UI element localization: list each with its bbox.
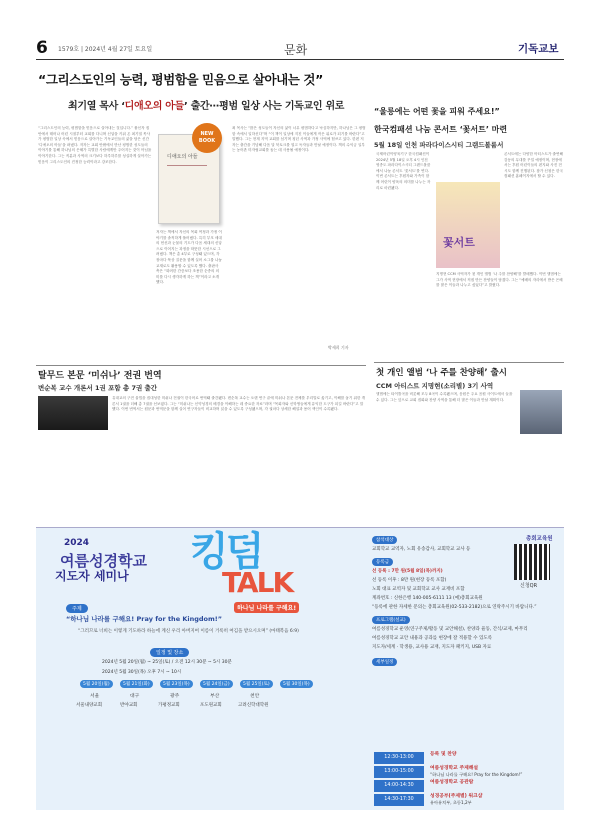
city-name: 부산 <box>210 694 220 699</box>
date-chip: 5월 25일(토) <box>240 680 273 688</box>
target-label: 참석대상 <box>372 536 397 544</box>
schedule-row <box>374 794 560 806</box>
newspaper-brand: 기독교보 <box>518 43 559 55</box>
schedule-row <box>374 752 560 764</box>
subhead-post: ’ 출간⋯평범 일상 사는 기독교인 위로 <box>184 101 345 112</box>
new-book-badge: NEW BOOK <box>192 123 222 153</box>
mishnah-column: 유대교의 구전 율법을 집대성한 미쉬나 전권이 한국어로 번역돼 출간됐다. 변순복 교수는 오랜 연구 끝에 미쉬나 본문 전체를 우리말로 옮기고, 이해를 돕기 위한 개론서 1권을 더해 총 7권을 선보였다. 그는 “미쉬나는 신약성경의 배경을 이해하는 데 중요한 자료”라며 “목회자와 신학생들에게 유익한 도구가 되길 바란다”고 말했다. 이번 번역서는 원문과 번역문을 함께 실어 연구자들이 비교하며 읽을 수 있도록 구성됐으며, 각 권마다 상세한 해설과 용어 색인이 수록됐다. <box>112 396 366 412</box>
schedule-row <box>374 766 560 778</box>
program-3: 지도자/세계 · 학생용, 교사용 교재, 지도자 패키지, USB 자료 <box>372 645 492 650</box>
book-cover-title: 디애오의 아들 <box>167 154 198 160</box>
city-name: 서울 <box>90 694 100 699</box>
program-2: 여름성경학교 교안 내용과 공과를 현장에 잘 적용할 수 있도록 <box>372 636 493 641</box>
section-title: 문화 <box>284 43 308 57</box>
dates-line-2: 2024년 5월 30일(목) 오후 7시 ~ 10시 <box>102 670 182 675</box>
venue-row <box>66 702 316 710</box>
book-set-photo <box>38 396 108 430</box>
schedule-name: 등록 및 찬양 <box>430 752 457 757</box>
page-number: 6 <box>36 38 48 58</box>
article-column-1b: 저자는 책에서 자신의 목회 여정과 가정 이야기를 솔직하게 풀어냈다. 특히 부모 세대의 헌신과 눈물의 기도가 다음 세대의 신앙으로 이어지는 과정을 따뜻한 시선으로 그려냈다. 책은 총 4부로 구성돼 있으며, 각 장마다 묵상 질문을 함께 실어 소그룹 나눔 교재로도 활용할 수 있도록 했다. 출판사 측은 “화려한 간증보다 조용한 순종의 의미를 다시 생각하게 하는 책”이라고 소개했다. <box>156 230 222 285</box>
main-headline: “그리스도인의 능력, 평범함을 믿음으로 살아내는 것” <box>38 72 323 87</box>
right-column-b2: 지명현 CCM 사역자가 첫 개인 앨범 ‘나 주를 찬양해’를 발매했다. 이번 앨범에는 그가 사역 현장에서 직접 만든 찬양들이 담겼다. 그는 “예배의 자리에서 받은 은혜를 많은 이들과 나누고 싶었다”고 밝혔다. <box>436 272 563 288</box>
right-subhead: 5월 18일 인천 파라다이스시티 그랜드볼룸서 <box>374 141 504 149</box>
schedule-name: 성경공부(주제별) 워크샵 <box>430 794 483 799</box>
city-name: 대구 <box>130 694 140 699</box>
ad-title-2: 지도자 세미나 <box>55 569 129 583</box>
left-divider <box>36 365 366 366</box>
theme-description: “그러므로 너희는 이렇게 기도하라 하늘에 계신 우리 아버지여 이름이 거룩히 여김을 받으시오며” (마태복음 6:9) <box>78 629 299 634</box>
city-row <box>66 692 316 700</box>
city-name: 광주 <box>170 694 180 699</box>
date-row <box>66 680 316 690</box>
schedule-row <box>374 780 560 792</box>
qr-code[interactable] <box>514 544 550 580</box>
schedule-desc: 유아유치부, 초등1,2부 <box>430 800 472 805</box>
right-column-a: 국제어린이양육기구 한국컴패션이 2024년 5월 18일 오후 4시 인천 영종도 파라다이스시티 그랜드볼룸에서 나눔 콘서트 ‘꽃서트’를 연다. 이번 콘서트는 후원자와 가족이 함께 어린이 양육의 의미를 나누는 자리로 마련됐다. <box>376 152 431 190</box>
album-column-a: 앨범에는 타이틀곡을 비롯해 모두 8곡이 수록됐으며, 음원은 주요 음원 사이트에서 들을 수 있다. 그는 앞으로 교회 집회와 찬양 사역을 통해 더 많은 이들과 만날 계획이다. <box>376 392 513 402</box>
schedule-name: 여름성경학교 공관람 <box>430 780 474 785</box>
album-headline: 첫 개인 앨범 ‘나 주를 찬양해’ 출시 <box>376 368 507 378</box>
header-rule <box>36 59 564 60</box>
theme-text: “하나님 나라를 구해요! Pray for the Kingdom!” <box>66 615 223 623</box>
venue-name: 가평정교회 <box>158 703 180 708</box>
reg-label: 등록금 <box>372 558 393 566</box>
venue-name: 반야교회 <box>120 703 138 708</box>
ad-big-title-2: TALK <box>222 566 293 599</box>
reg-fee: 선 등록 : 7만 원(5월 8일(목)까지) <box>372 569 443 574</box>
concert-poster <box>436 182 500 268</box>
date-chip: 5월 20일(월) <box>80 680 113 688</box>
schedule-time: 12:30-13:00 <box>374 752 424 764</box>
ad-tagline: 하나님 나라를 구해요! <box>234 602 299 613</box>
main-subhead <box>68 97 344 112</box>
subhead-pre: 최기열 목사 ‘ <box>68 101 125 112</box>
issue-info: 1579호 | 2024년 4월 27일 토요일 <box>58 46 153 53</box>
city-name: 천안 <box>250 694 260 699</box>
right-headline-2: 한국컴패션 나눔 콘서트 ‘꽃서트’ 마련 <box>374 125 508 134</box>
venue-name: 고려신학대학원 <box>238 703 269 708</box>
dates-label: 일정 및 장소 <box>150 648 189 657</box>
venue-name: 서울내양교회 <box>76 703 103 708</box>
article-column-1: “그리스도인의 능력, 평범함을 믿음으로 살아내는 것입니다.” 불신자 집안에서 태어나 어린 시절부터 교회를 다니며 신앙을 키워 온 최기열 목사가 평범한 일상 속에서 믿음으로 살아가는 기독교인들의 삶을 담은 신간 ‘디애오의 아들’을 펴냈다. 저자는 교회 안팎에서 만난 평범한 성도들의 이야기를 통해 하나님의 은혜가 특별한 사람에게만 주어지는 것이 아님을 이야기한다. 그는 직분과 사역의 크기보다 하루하루를 성실하게 살아가는 믿음이 그리스도인의 진정한 능력이라고 강조한다. <box>38 126 152 164</box>
program-label: 프로그램(설교) <box>372 616 410 624</box>
reg-note: 노회 대표 교역자 및 교회학교 교사 교재비 포함 <box>372 587 465 592</box>
ad-big-title: 킹덤 <box>190 529 262 575</box>
date-chip: 5월 30일(목) <box>280 680 313 688</box>
schedule-time: 14:30-17:30 <box>374 794 424 806</box>
venue-name: 포도원교회 <box>200 703 222 708</box>
right-column-b: 콘서트에는 다양한 아티스트가 출연해 감동의 무대를 꾸밀 예정이며, 현장에서는 후원 어린이들의 편지와 사진 전시도 함께 진행된다. 참가 신청은 한국컴패션 홈페이지에서 할 수 있다. <box>504 152 563 179</box>
qr-label: 신청QR <box>520 583 538 589</box>
schedule-time: 14:00-14:30 <box>374 780 424 792</box>
dates-line-1: 2024년 5월 20일(월) ~ 25일(토) / 오전 12시 30분 ~ 5시 30분 <box>102 660 232 665</box>
reg-fee-2: 선 등록 이후 : 8만 원(현장 등록 포함) <box>372 578 447 583</box>
poster-title: 꽃서트 <box>443 236 475 249</box>
article-byline: 박세희 기자 <box>328 345 349 350</box>
ad-logo: 총회교육원 <box>526 536 553 542</box>
schedule-desc: “하나님 나라를 구해요! Pray for the Kingdom!” <box>430 772 523 777</box>
mishnah-headline: 탈무드 본문 ‘미쉬나’ 전권 번역 <box>38 371 162 381</box>
schedule-label: 세부일정 <box>372 658 397 666</box>
mishnah-subhead: 변순복 교수 개론서 1권 포함 총 7권 출간 <box>38 384 158 392</box>
book-cover-rule <box>167 165 207 166</box>
theme-label: 주제 <box>66 604 88 613</box>
reg-account: 계좌번호 : 신한은행 140-005-6111 13 (예)총회교육원 <box>372 596 483 601</box>
artist-photo <box>520 390 562 434</box>
program-1: 여름성경학교 운영(연구주제/활동 및 교안해설), 찬양과 율동, 간식/교제, 마무리 <box>372 627 528 632</box>
right-divider <box>374 362 564 363</box>
date-chip: 5월 21일(화) <box>120 680 153 688</box>
date-chip: 5월 24일(금) <box>200 680 233 688</box>
schedule-name: 여름성경학교 주제해설 <box>430 766 479 771</box>
ad-title-1: 여름성경학교 <box>60 552 147 570</box>
album-subhead: CCM 아티스트 지명현(소리별) 3기 사역 <box>376 382 494 390</box>
subhead-book: 디애오의 아들 <box>124 101 185 112</box>
date-chip: 5월 23일(목) <box>160 680 193 688</box>
article-column-2: 최 목사는 “많은 성도들이 자신의 삶이 너무 평범하다고 낙심하지만, 하나님은 그 평범함 속에서 일하신다”며 “이 책이 일상에 지친 이들에게 작은 위로가 되기를 바란다”고 말했다. 그는 현재 지역 교회를 섬기며 청년 사역과 가정 사역에 힘쓰고 있다. 한편 저자는 출간을 기념해 다음 달 북토크를 열고 독자들과 만날 예정이다. 책의 수익금 일부는 농어촌 미자립교회를 돕는 데 사용될 예정이다. <box>232 126 366 153</box>
reg-contact: “등록에 관한 자세한 문의는 총회교육원(02-533-2182)으로 연락주시기 바랍니다.” <box>372 605 537 610</box>
ad-year: 2024 <box>64 538 90 548</box>
target-text: 교회학교 교역자, 노회 유송감사, 교회학교 교사 등 <box>372 547 471 552</box>
right-headline-1: “울릉에는 어떤 꽃을 피워 주세요!” <box>374 107 500 116</box>
schedule-time: 13:00-15:00 <box>374 766 424 778</box>
